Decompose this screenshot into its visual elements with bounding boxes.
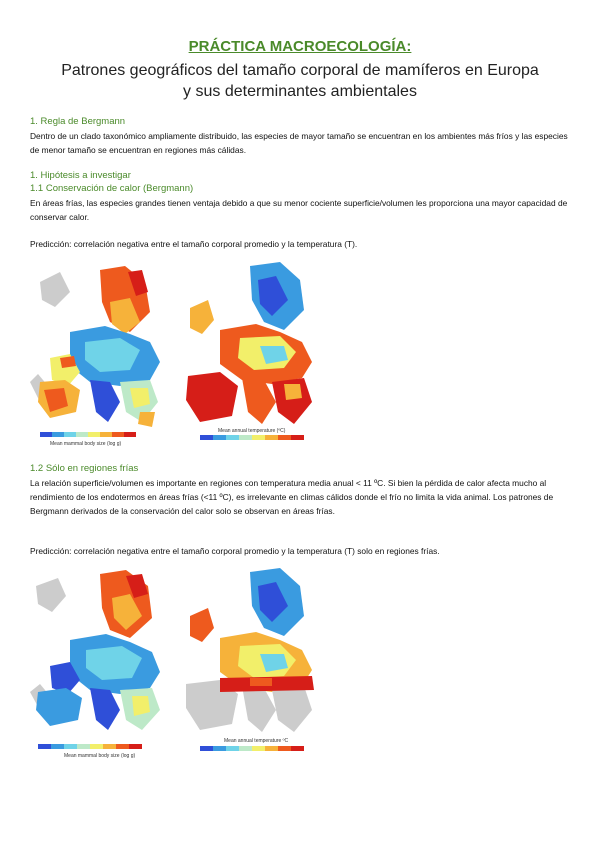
map-temperature-svg-2: [180, 566, 322, 760]
map-body-size-svg-2: [30, 568, 165, 760]
prediction-cold-regions: Predicción: correlación negativa entre el tamaño corporal promedio y la temperatura (T) solo en regiones frías.: [30, 546, 440, 556]
section-text-heat-conservation: En áreas frías, las especies grandes tienen ventaja debido a que su menor cociente superficie/volumen les proporciona una mayor capacidad de conservar calor.: [30, 198, 568, 222]
section-heading-cold-regions: 1.2 Sólo en regiones frías: [30, 463, 139, 474]
map-legend-bar: [200, 435, 304, 440]
map-temperature-svg: [180, 260, 322, 450]
map-temperature-europe-2: [180, 566, 322, 760]
map-body-size-europe: [30, 262, 165, 448]
section-text-bergmann: Dentro de un clado taxonómico ampliamente distribuido, las especies de mayor tamaño se encuentran en los ambientes más fríos y las especies de menor tamaño se encuentran en regiones más cálidas.: [30, 131, 568, 155]
map-legend-bar: [40, 432, 136, 437]
map-body-size-europe-2: [30, 568, 165, 760]
section-heading-hypotheses: 1. Hipótesis a investigar: [30, 170, 131, 181]
section-text-cold-regions: La relación superficie/volumen es importante en regiones con temperatura media anual < 11 ºC. Si bien la pérdida de calor afecta mucho al rendimiento de los endotermos en áreas frías (<11 ºC), es irrelevante en climas cálidos donde el frío no limita la vida animal. Los patrones de Bergmann derivados de la conservación del calor solo se observan en áreas frías.: [30, 478, 554, 516]
section-heading-heat-conservation: 1.1 Conservación de calor (Bergmann): [30, 183, 194, 194]
map-body-size-svg: [30, 262, 165, 448]
map-legend-label: Mean mammal body size (log g): [50, 441, 122, 447]
prediction-heat-conservation: Predicción: correlación negativa entre el tamaño corporal promedio y la temperatura (T).: [30, 239, 358, 249]
document-title: PRÁCTICA MACROECOLOGÍA:: [188, 38, 412, 55]
document-subtitle: Patrones geográficos del tamaño corporal de mamíferos en Europa y sus determinantes ambientales: [61, 62, 539, 100]
map-legend-bar: [200, 746, 304, 751]
map-legend-label: Mean annual temperature (ºC): [218, 428, 286, 434]
map-temperature-europe: [180, 260, 322, 450]
map-legend-label: Mean annual temperature ºC: [224, 738, 289, 744]
map-legend-bar: [38, 744, 142, 749]
section-heading-bergmann: 1. Regla de Bergmann: [30, 116, 126, 127]
map-legend-label: Mean mammal body size (log g): [64, 753, 136, 759]
